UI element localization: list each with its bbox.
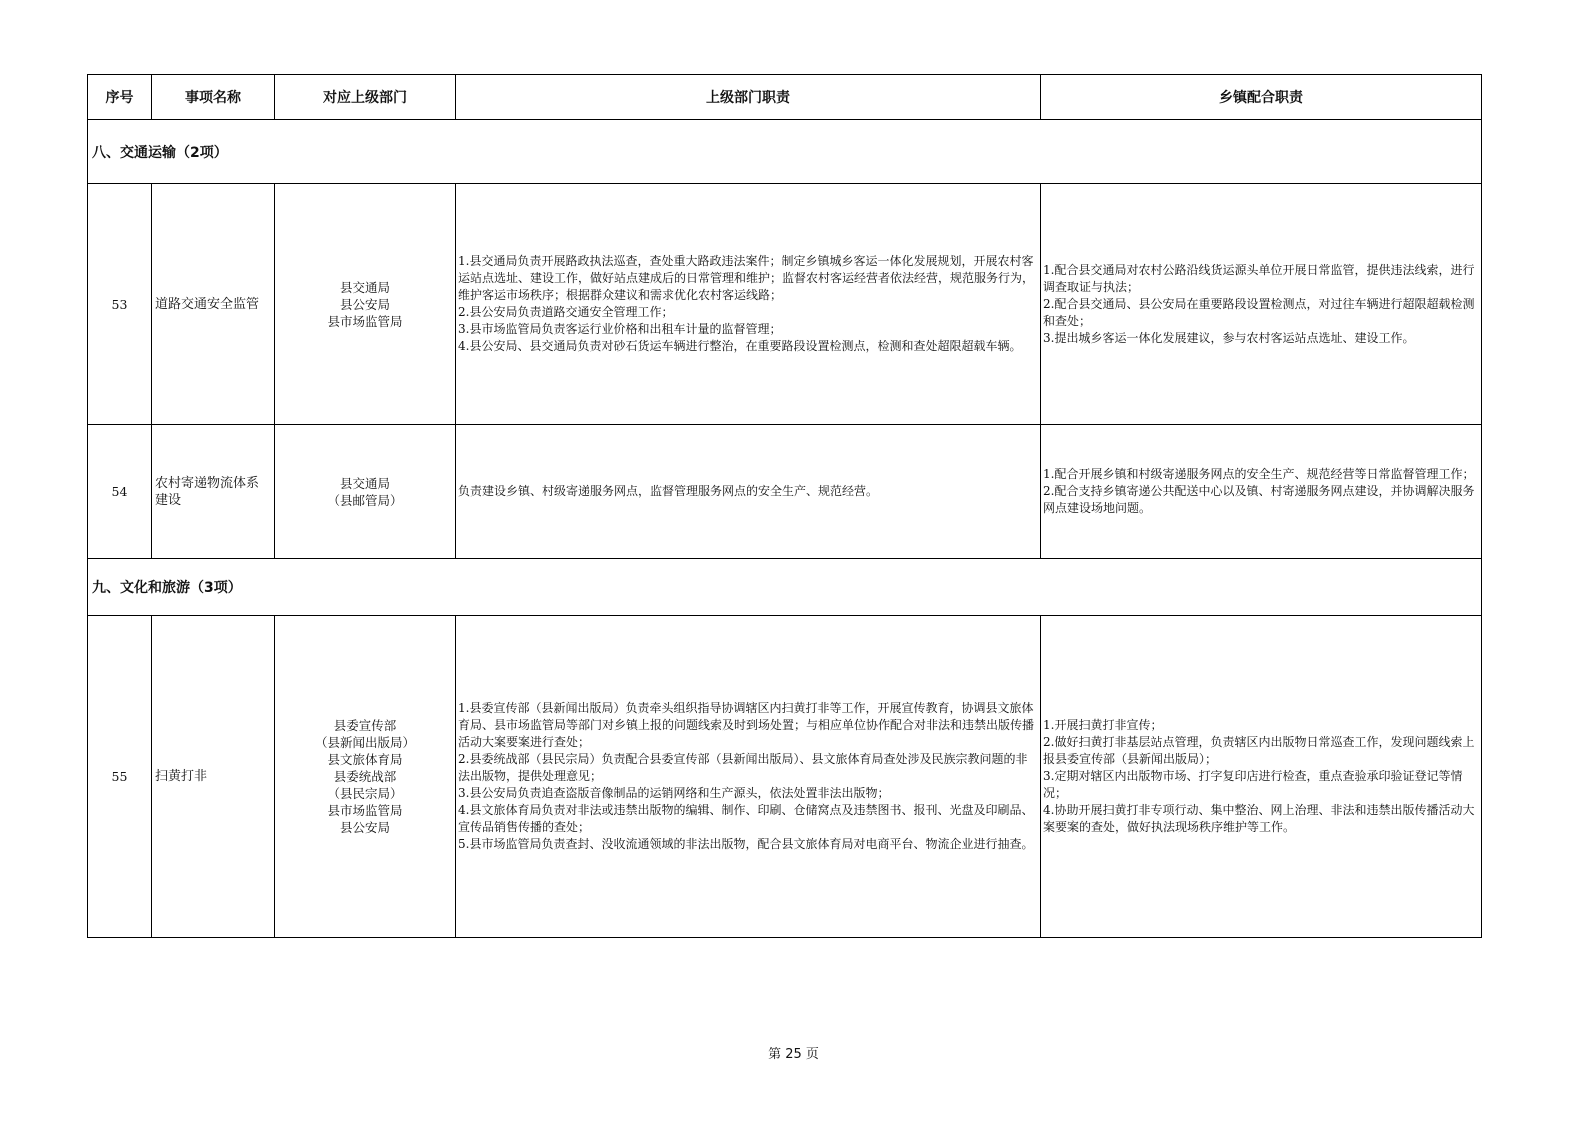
responsibility-table-container — [87, 74, 1481, 938]
duty-item: 2.县公安局负责道路交通安全管理工作； — [458, 305, 674, 319]
duty-item: 4.县文旅体育局负责对非法或违禁出版物的编辑、制作、印刷、仓储窝点及违禁图书、报刊、光盘及印刷品、宣传品销售传播的查处； — [458, 803, 1034, 834]
row-number: 55 — [88, 616, 152, 938]
table-row — [88, 425, 1482, 559]
header-row — [88, 75, 1482, 120]
responsibility-table — [87, 74, 1482, 938]
page-number: 第 25 页 — [768, 1047, 819, 1062]
department-line: 县文旅体育局 — [327, 752, 403, 767]
upper-duties — [456, 425, 1041, 559]
section-title-culture-tourism: 九、文化和旅游（3项） — [88, 559, 1482, 616]
town-duties — [1041, 184, 1482, 425]
department-line: 县市场监管局 — [327, 313, 403, 329]
upper-duties — [456, 616, 1041, 938]
upper-duties — [456, 184, 1041, 425]
department-line: 县交通局 — [339, 475, 390, 491]
section-row-culture-tourism — [88, 559, 1482, 616]
department-line: 县委统战部 — [333, 769, 397, 784]
duty-item: 负责建设乡镇、村级寄递服务网点，监督管理服务网点的安全生产、规范经营。 — [458, 484, 879, 498]
department-line: （县邮管局） — [327, 492, 403, 508]
header-serial-number: 序号 — [88, 75, 152, 120]
town-duties — [1041, 616, 1482, 938]
header-upper-duties: 上级部门职责 — [456, 75, 1041, 120]
header-upper-department: 对应上级部门 — [275, 75, 456, 120]
duty-item: 3.县市场监管局负责客运行业价格和出租车计量的监督管理； — [458, 322, 782, 336]
department-line: 县公安局 — [339, 296, 390, 312]
item-name: 道路交通安全监管 — [152, 184, 275, 425]
section-row-transport — [88, 120, 1482, 184]
duty-item: 2.配合县交通局、县公安局在重要路段设置检测点，对过往车辆进行超限超载检测和查处； — [1043, 296, 1475, 328]
duty-item: 1.县交通局负责开展路政执法巡查，查处重大路政违法案件；制定乡镇城乡客运一体化发展规划，开展农村客运站点选址、建设工作，做好站点建成后的日常管理和维护；监督农村客运经营者依法经营，规范服务行为，维护客运市场秩序；根据群众建议和需求优化农村客运线路； — [458, 254, 1035, 302]
duty-item: 2.县委统战部（县民宗局）负责配合县委宣传部（县新闻出版局）、县文旅体育局查处涉及民族宗教问题的非法出版物，提供处理意见； — [458, 752, 1028, 783]
section-title-transport: 八、交通运输（2项） — [88, 120, 1482, 184]
duty-item: 3.提出城乡客运一体化发展建议，参与农村客运站点选址、建设工作。 — [1043, 330, 1415, 345]
duty-item: 1.配合开展乡镇和村级寄递服务网点的安全生产、规范经营等日常监督管理工作； — [1043, 467, 1475, 481]
table-row — [88, 616, 1482, 938]
department-line: 县委宣传部 — [333, 718, 397, 733]
upper-departments — [275, 616, 456, 938]
item-name: 农村寄递物流体系建设 — [152, 425, 275, 559]
table-row — [88, 184, 1482, 425]
duty-item: 4.协助开展扫黄打非专项行动、集中整治、网上治理、非法和违禁出版传播活动大案要案的查处，做好执法现场秩序维护等工作。 — [1043, 803, 1475, 834]
header-town-duties: 乡镇配合职责 — [1041, 75, 1482, 120]
duty-item: 4.县公安局、县交通局负责对砂石货运车辆进行整治，在重要路段设置检测点，检测和查处超限超载车辆。 — [458, 339, 1022, 353]
duty-item: 2.配合支持乡镇寄递公共配送中心以及镇、村寄递服务网点建设，并协调解决服务网点建设场地问题。 — [1043, 484, 1475, 515]
duty-item: 5.县市场监管局负责查封、没收流通领域的非法出版物，配合县文旅体育局对电商平台、物流企业进行抽查。 — [458, 837, 1034, 851]
upper-departments — [275, 184, 456, 425]
duty-item: 3.定期对辖区内出版物市场、打字复印店进行检查，重点查验承印验证登记等情况； — [1043, 769, 1463, 800]
town-duties — [1041, 425, 1482, 559]
duty-item: 1.配合县交通局对农村公路沿线货运源头单位开展日常监管，提供违法线索，进行调查取证与执法； — [1043, 262, 1475, 294]
item-name: 扫黄打非 — [152, 616, 275, 938]
row-number: 54 — [88, 425, 152, 559]
duty-item: 2.做好扫黄打非基层站点管理，负责辖区内出版物日常巡查工作，发现问题线索上报县委宣传部（县新闻出版局）； — [1043, 735, 1475, 766]
duty-item: 3.县公安局负责追查盗版音像制品的运销网络和生产源头，依法处置非法出版物； — [458, 786, 890, 800]
duty-item: 1.县委宣传部（县新闻出版局）负责牵头组织指导协调辖区内扫黄打非等工作，开展宣传教育，协调县文旅体育局、县市场监管局等部门对乡镇上报的问题线索及时到场处置；与相应单位协作配合对非法和违禁出版传播活动大案要案进行查处； — [458, 701, 1035, 749]
department-line: （县民宗局） — [327, 786, 403, 801]
department-line: （县新闻出版局） — [314, 735, 415, 750]
department-line: 县交通局 — [339, 279, 390, 295]
department-line: 县市场监管局 — [327, 803, 403, 818]
row-number: 53 — [88, 184, 152, 425]
duty-item: 1.开展扫黄打非宣传； — [1043, 718, 1163, 732]
upper-departments — [275, 425, 456, 559]
department-line: 县公安局 — [339, 820, 390, 835]
header-item-name: 事项名称 — [152, 75, 275, 120]
